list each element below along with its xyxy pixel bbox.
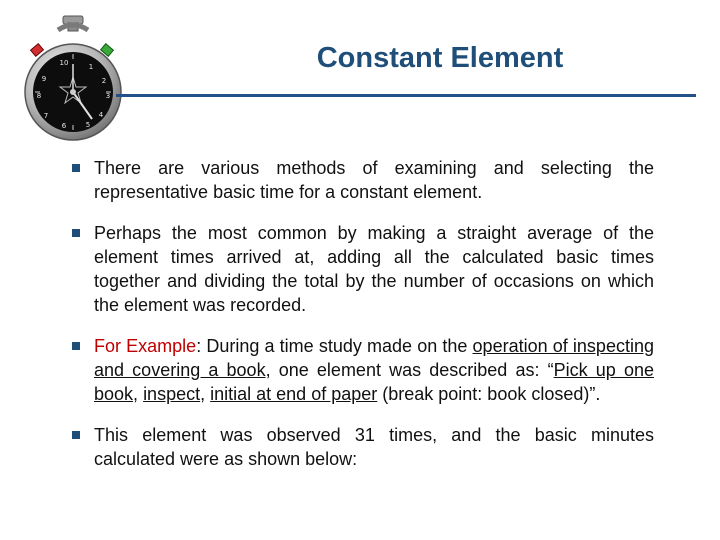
bullet-text: : During a time study made on the (196, 336, 473, 356)
operation-phrase: operation of inspecting and covering a book (94, 336, 654, 380)
dial-number: 5 (85, 121, 91, 129)
bullet-icon (72, 164, 80, 172)
slide-title: Constant Element (316, 42, 564, 74)
bullet-text: Perhaps the most common by making a straight average of the element times arrived at, adding all the calculated basic times together and dividing the total by the number of occasions on which the element was recorded. (94, 223, 654, 315)
bullet-text: , (200, 384, 211, 404)
stopwatch-icon (18, 14, 128, 144)
dial-number: 3 (105, 92, 111, 100)
bullet-text: , one element was described as: “ (265, 360, 554, 380)
dial-number: 2 (101, 77, 107, 85)
bullet-item (72, 334, 654, 406)
bullet-icon (72, 342, 80, 350)
bullet-item (72, 156, 654, 204)
bullet-text: There are various methods of examining and selecting the representative basic time for a constant element. (94, 158, 654, 202)
bullet-item (72, 423, 654, 471)
bullet-text: , (133, 384, 144, 404)
dial-number: 8 (36, 92, 42, 100)
example-label: For Example (94, 336, 197, 356)
title-underline (116, 94, 696, 97)
dial-number: 9 (41, 75, 47, 83)
bullet-icon (72, 431, 80, 439)
bullet-icon (72, 229, 80, 237)
step-pick-up: Pick up one book (94, 360, 655, 404)
dial-number: 1 (88, 63, 94, 71)
dial-number: 6 (61, 122, 67, 130)
dial-number: 7 (43, 112, 49, 120)
bullet-list (72, 156, 654, 488)
dial-number: 10 (59, 59, 69, 67)
dial-number: 4 (98, 111, 104, 119)
bullet-item (72, 221, 654, 317)
bullet-text: This element was observed 31 times, and the basic minutes calculated were as shown below: (94, 425, 654, 469)
step-inspect: inspect (143, 384, 201, 404)
step-initial: initial at end of paper (210, 384, 378, 404)
bullet-text: (break point: book closed)”. (377, 384, 601, 404)
